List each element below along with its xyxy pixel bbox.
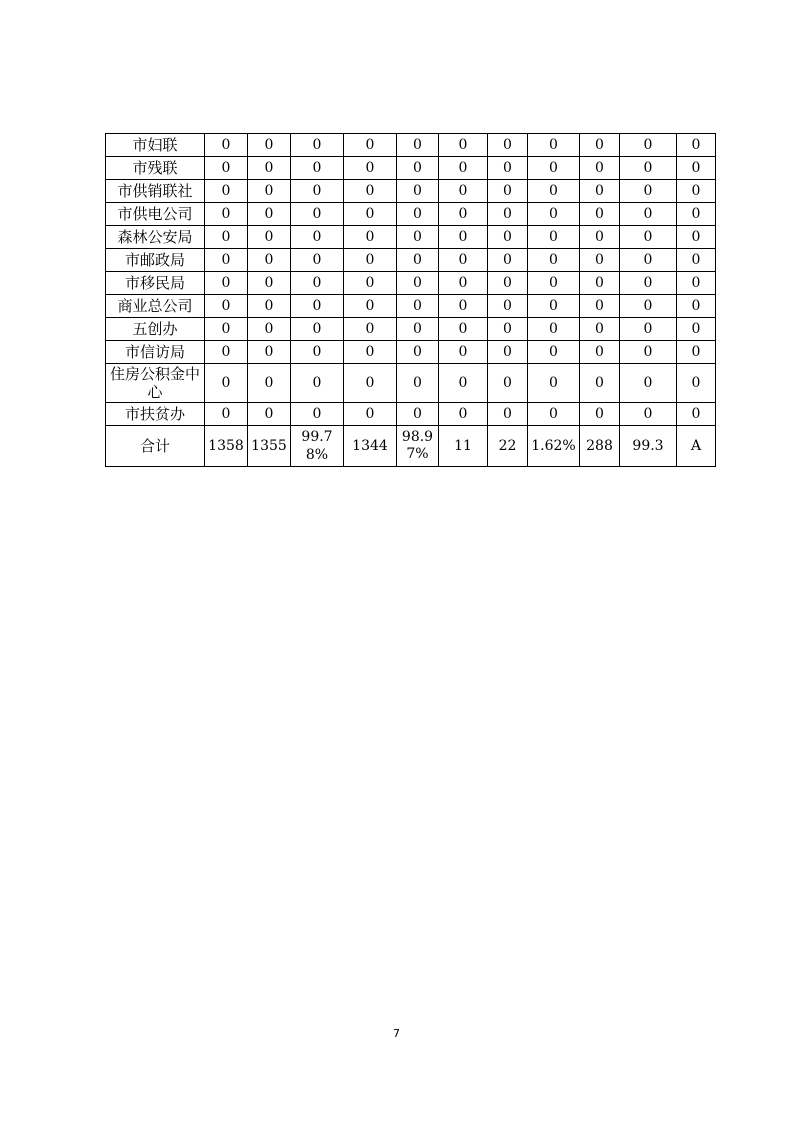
table-cell: 0: [397, 364, 439, 403]
table-cell: 0: [528, 403, 580, 426]
table-cell: 0: [488, 180, 528, 203]
total-cell: 98.97%: [397, 426, 439, 467]
table-cell: 0: [620, 180, 677, 203]
table-cell: 0: [397, 403, 439, 426]
table-cell: 0: [677, 203, 716, 226]
table-row: [106, 341, 716, 364]
table-row: [106, 180, 716, 203]
table-cell: 0: [488, 249, 528, 272]
table-cell: 0: [580, 318, 620, 341]
table-cell: 0: [291, 403, 344, 426]
table-cell: 0: [439, 341, 488, 364]
table-row: [106, 134, 716, 157]
table-cell: 0: [291, 203, 344, 226]
table-cell: 0: [439, 249, 488, 272]
table-cell: 0: [439, 403, 488, 426]
table-row: [106, 203, 716, 226]
table-cell: 0: [248, 249, 291, 272]
table-cell: 0: [620, 295, 677, 318]
table-cell: 0: [677, 134, 716, 157]
table-cell: 0: [344, 403, 397, 426]
table-cell: 0: [580, 134, 620, 157]
table-cell: 0: [205, 249, 248, 272]
table-row: [106, 364, 716, 403]
table-cell: 0: [488, 318, 528, 341]
table-cell: 0: [580, 295, 620, 318]
table-cell: 0: [205, 226, 248, 249]
table-cell: 0: [397, 272, 439, 295]
table-cell: 0: [528, 157, 580, 180]
table-cell: 0: [344, 203, 397, 226]
table-cell: 0: [248, 318, 291, 341]
table-cell: 0: [439, 157, 488, 180]
table-cell: 0: [528, 272, 580, 295]
table-cell: 0: [677, 249, 716, 272]
total-label: 合计: [106, 426, 205, 467]
table-row: [106, 272, 716, 295]
table-cell: 0: [620, 157, 677, 180]
table-cell: 0: [528, 318, 580, 341]
table-cell: 0: [205, 341, 248, 364]
row-label: 森林公安局: [106, 226, 205, 249]
table-cell: 0: [620, 318, 677, 341]
table-cell: 0: [528, 203, 580, 226]
table-cell: 0: [620, 272, 677, 295]
table-cell: 0: [344, 134, 397, 157]
table-cell: 0: [528, 226, 580, 249]
table-cell: 0: [488, 341, 528, 364]
table-cell: 0: [580, 403, 620, 426]
table-cell: 0: [397, 157, 439, 180]
table-cell: 0: [580, 226, 620, 249]
table-cell: 0: [488, 226, 528, 249]
table-row: [106, 226, 716, 249]
statistics-table: [105, 133, 716, 467]
table-cell: 0: [620, 341, 677, 364]
table-cell: 0: [488, 272, 528, 295]
table-cell: 0: [205, 295, 248, 318]
row-label: 五创办: [106, 318, 205, 341]
row-label: 商业总公司: [106, 295, 205, 318]
table-cell: 0: [344, 364, 397, 403]
table-cell: 0: [620, 249, 677, 272]
row-label: 市供电公司: [106, 203, 205, 226]
table-cell: 0: [439, 134, 488, 157]
table-cell: 0: [397, 341, 439, 364]
table-cell: 0: [439, 272, 488, 295]
page-number: 7: [393, 1027, 400, 1040]
table-cell: 0: [528, 180, 580, 203]
table-cell: 0: [677, 364, 716, 403]
row-label: 市扶贫办: [106, 403, 205, 426]
table-cell: 0: [248, 134, 291, 157]
table-cell: 0: [248, 226, 291, 249]
table-row: [106, 318, 716, 341]
table-cell: 0: [344, 318, 397, 341]
table-cell: 0: [205, 403, 248, 426]
table-cell: 0: [291, 157, 344, 180]
table-cell: 0: [677, 157, 716, 180]
table-cell: 0: [344, 249, 397, 272]
table-cell: 0: [344, 341, 397, 364]
table-cell: 0: [248, 364, 291, 403]
table-cell: 0: [439, 226, 488, 249]
table-cell: 0: [677, 295, 716, 318]
table-cell: 0: [291, 226, 344, 249]
table-cell: 0: [580, 364, 620, 403]
table-cell: 0: [205, 203, 248, 226]
table-cell: 0: [248, 295, 291, 318]
table-cell: 0: [291, 180, 344, 203]
table-cell: 0: [439, 318, 488, 341]
table-cell: 0: [344, 295, 397, 318]
table-cell: 0: [580, 157, 620, 180]
table-cell: 0: [291, 272, 344, 295]
table-cell: 0: [488, 157, 528, 180]
table-cell: 0: [397, 180, 439, 203]
total-cell: 22: [488, 426, 528, 467]
table-cell: 0: [439, 180, 488, 203]
table-cell: 0: [439, 364, 488, 403]
total-cell: 1355: [248, 426, 291, 467]
table-cell: 0: [620, 134, 677, 157]
table-cell: 0: [620, 226, 677, 249]
table-cell: 0: [580, 180, 620, 203]
table-cell: 0: [291, 295, 344, 318]
table-cell: 0: [488, 364, 528, 403]
row-label: 市妇联: [106, 134, 205, 157]
table-cell: 0: [205, 272, 248, 295]
table-row: [106, 403, 716, 426]
table-cell: 0: [620, 203, 677, 226]
table-cell: 0: [397, 295, 439, 318]
table-cell: 0: [205, 364, 248, 403]
table-cell: 0: [344, 272, 397, 295]
table-row: [106, 249, 716, 272]
table-body: [106, 134, 716, 467]
row-label: 市供销联社: [106, 180, 205, 203]
table-cell: 0: [248, 403, 291, 426]
table-cell: 0: [528, 341, 580, 364]
total-cell: 1358: [205, 426, 248, 467]
table-cell: 0: [677, 341, 716, 364]
table-cell: 0: [344, 226, 397, 249]
table-cell: 0: [677, 180, 716, 203]
table-cell: 0: [205, 180, 248, 203]
table-cell: 0: [344, 157, 397, 180]
table-cell: 0: [620, 403, 677, 426]
table-cell: 0: [248, 203, 291, 226]
table-cell: 0: [248, 272, 291, 295]
table-cell: 0: [205, 318, 248, 341]
table-row: [106, 157, 716, 180]
table-cell: 0: [397, 249, 439, 272]
table-cell: 0: [439, 203, 488, 226]
table-cell: 0: [528, 364, 580, 403]
table-cell: 0: [580, 272, 620, 295]
table-cell: 0: [291, 249, 344, 272]
table-cell: 0: [488, 295, 528, 318]
row-label: 市信访局: [106, 341, 205, 364]
table-cell: 0: [397, 226, 439, 249]
table-cell: 0: [580, 341, 620, 364]
table-cell: 0: [291, 134, 344, 157]
table-cell: 0: [248, 341, 291, 364]
row-label: 住房公积金中心: [106, 364, 205, 403]
table-cell: 0: [528, 249, 580, 272]
table-cell: 0: [677, 403, 716, 426]
table-cell: 0: [528, 295, 580, 318]
row-label: 市邮政局: [106, 249, 205, 272]
row-label: 市残联: [106, 157, 205, 180]
total-cell: 288: [580, 426, 620, 467]
total-row: [106, 426, 716, 467]
table-cell: 0: [248, 180, 291, 203]
total-cell: 11: [439, 426, 488, 467]
table-cell: 0: [397, 134, 439, 157]
table-cell: 0: [580, 203, 620, 226]
table-cell: 0: [620, 364, 677, 403]
table-cell: 0: [677, 318, 716, 341]
table-cell: 0: [344, 180, 397, 203]
table-cell: 0: [397, 318, 439, 341]
total-cell: 99.3: [620, 426, 677, 467]
table-row: [106, 295, 716, 318]
table-cell: 0: [291, 341, 344, 364]
total-cell: A: [677, 426, 716, 467]
total-cell: 1.62%: [528, 426, 580, 467]
total-cell: 1344: [344, 426, 397, 467]
table-cell: 0: [488, 134, 528, 157]
table-cell: 0: [397, 203, 439, 226]
table-cell: 0: [205, 134, 248, 157]
table-cell: 0: [291, 318, 344, 341]
table-cell: 0: [677, 226, 716, 249]
table-cell: 0: [248, 157, 291, 180]
table-cell: 0: [439, 295, 488, 318]
row-label: 市移民局: [106, 272, 205, 295]
table-cell: 0: [205, 157, 248, 180]
table-cell: 0: [488, 403, 528, 426]
table-cell: 0: [291, 364, 344, 403]
table-cell: 0: [488, 203, 528, 226]
total-cell: 99.78%: [291, 426, 344, 467]
table-cell: 0: [528, 134, 580, 157]
table-cell: 0: [677, 272, 716, 295]
table-cell: 0: [580, 249, 620, 272]
